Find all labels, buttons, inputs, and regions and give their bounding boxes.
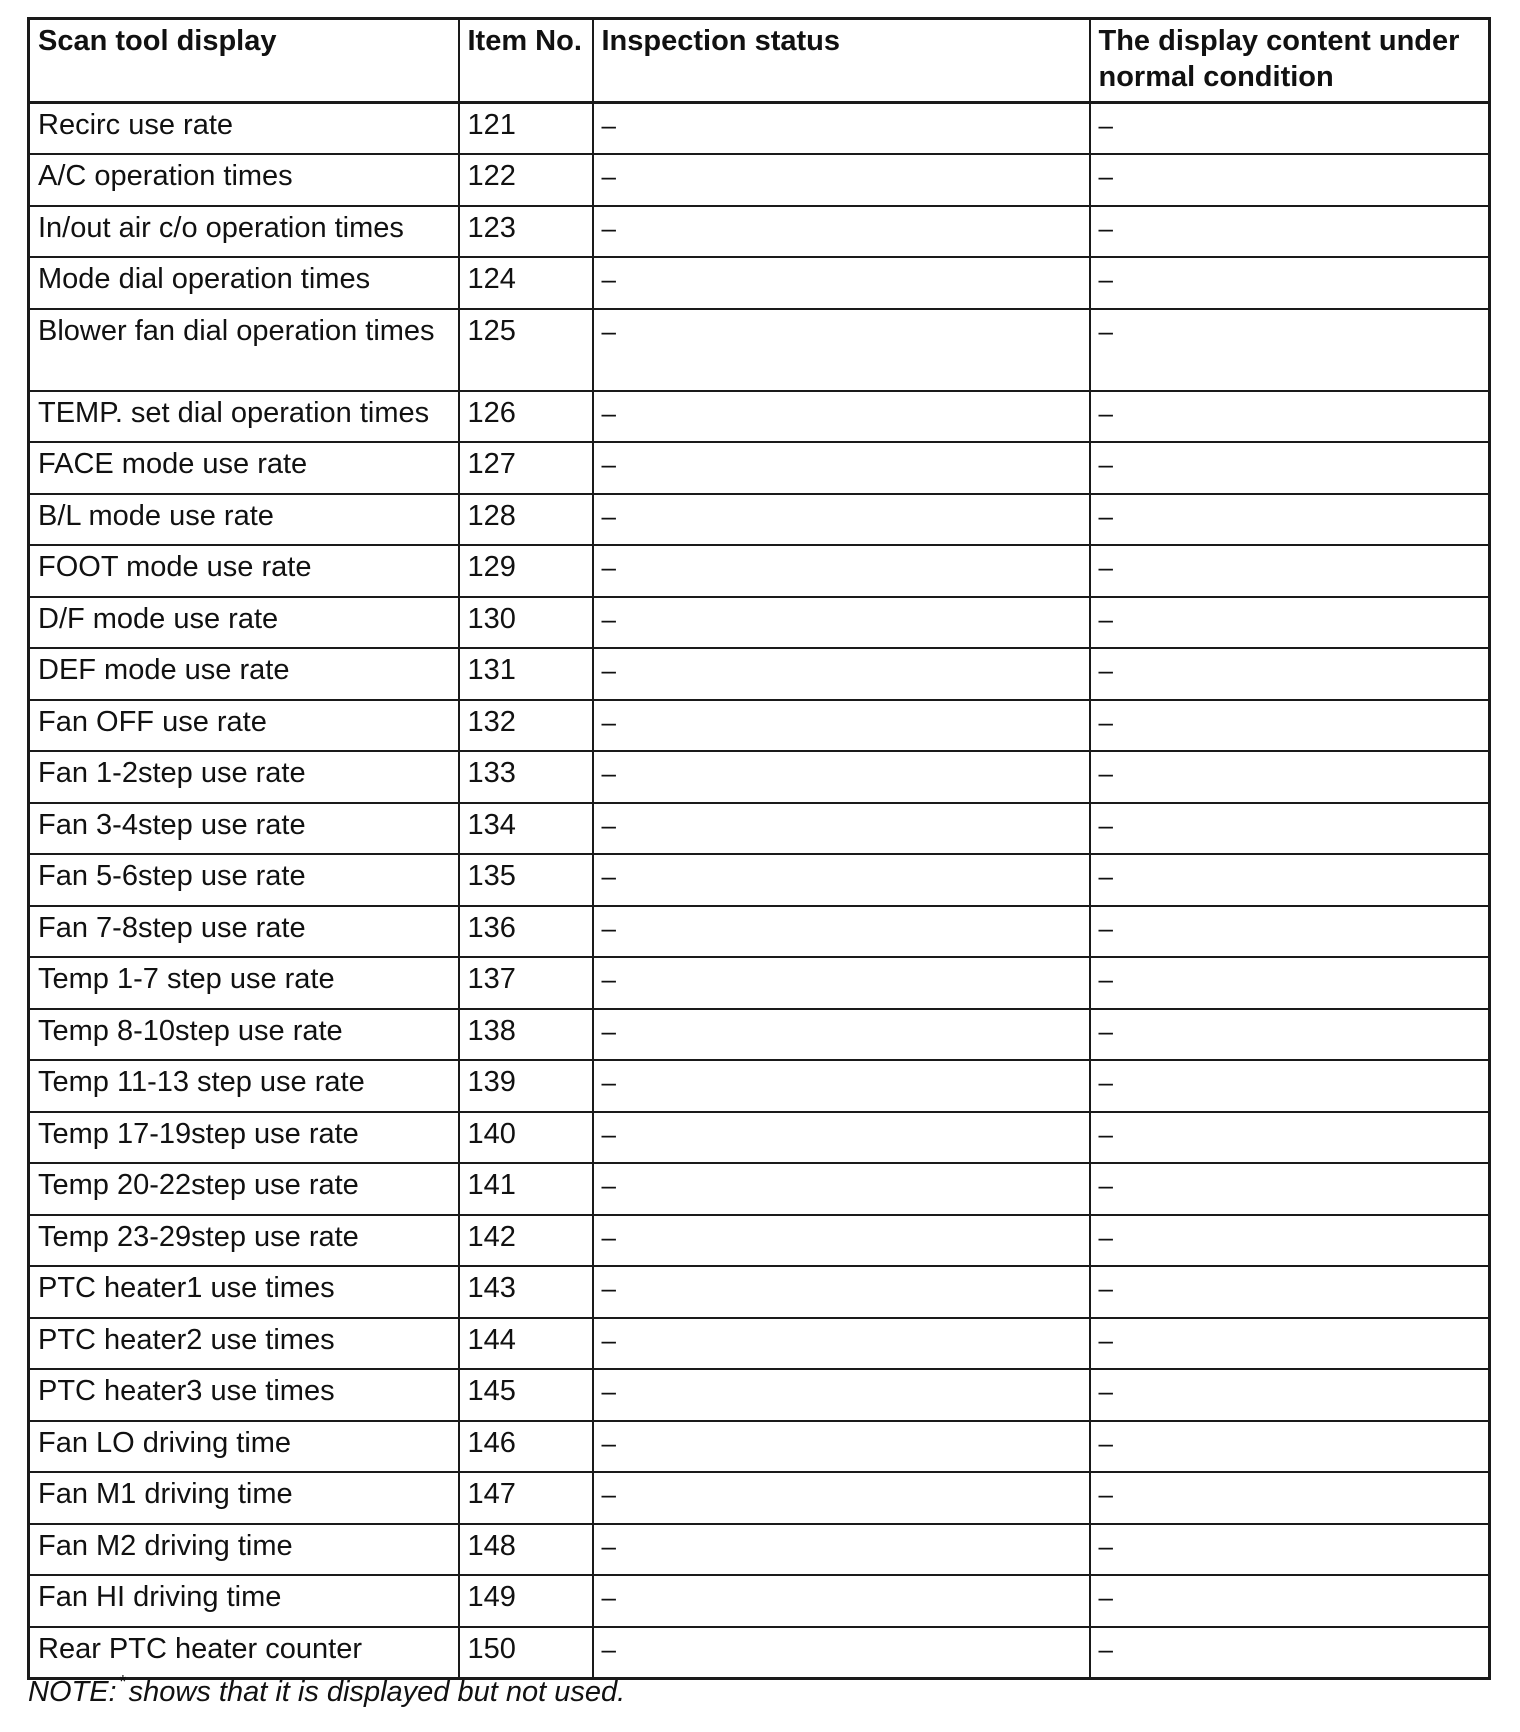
cell-normal-condition: –	[1090, 494, 1490, 546]
cell-item-no: 125	[459, 309, 593, 391]
table-row	[29, 1163, 1490, 1215]
cell-item-no: 127	[459, 442, 593, 494]
cell-normal-condition: –	[1090, 1472, 1490, 1524]
table-row	[29, 597, 1490, 649]
cell-inspection-status: –	[593, 206, 1090, 258]
cell-item-no: 130	[459, 597, 593, 649]
cell-scan-tool-display: DEF mode use rate	[29, 648, 459, 700]
cell-item-no: 128	[459, 494, 593, 546]
cell-normal-condition: –	[1090, 803, 1490, 855]
cell-scan-tool-display: D/F mode use rate	[29, 597, 459, 649]
table-row	[29, 700, 1490, 752]
table-row	[29, 957, 1490, 1009]
cell-normal-condition: –	[1090, 1421, 1490, 1473]
cell-scan-tool-display: Temp 20-22step use rate	[29, 1163, 459, 1215]
header-scan-tool-display: Scan tool display	[29, 19, 459, 103]
cell-normal-condition: –	[1090, 700, 1490, 752]
cell-item-no: 146	[459, 1421, 593, 1473]
cell-item-no: 135	[459, 854, 593, 906]
table-row	[29, 1575, 1490, 1627]
cell-normal-condition: –	[1090, 545, 1490, 597]
table-row	[29, 154, 1490, 206]
cell-normal-condition: –	[1090, 1575, 1490, 1627]
cell-scan-tool-display: Temp 23-29step use rate	[29, 1215, 459, 1267]
cell-inspection-status: –	[593, 906, 1090, 958]
table-row	[29, 545, 1490, 597]
cell-scan-tool-display: Temp 1-7 step use rate	[29, 957, 459, 1009]
cell-inspection-status: –	[593, 103, 1090, 155]
cell-normal-condition: –	[1090, 906, 1490, 958]
cell-scan-tool-display: Mode dial operation times	[29, 257, 459, 309]
cell-normal-condition: –	[1090, 103, 1490, 155]
note-prefix: NOTE:	[28, 1676, 117, 1708]
cell-item-no: 131	[459, 648, 593, 700]
cell-normal-condition: –	[1090, 648, 1490, 700]
cell-item-no: 133	[459, 751, 593, 803]
data-table-container	[27, 17, 1488, 1680]
cell-normal-condition: –	[1090, 391, 1490, 443]
cell-item-no: 143	[459, 1266, 593, 1318]
cell-inspection-status: –	[593, 1266, 1090, 1318]
cell-scan-tool-display: Rear PTC heater counter	[29, 1627, 459, 1679]
cell-scan-tool-display: Temp 8-10step use rate	[29, 1009, 459, 1061]
note-asterisk: *	[118, 1672, 126, 1692]
cell-item-no: 147	[459, 1472, 593, 1524]
cell-item-no: 126	[459, 391, 593, 443]
cell-scan-tool-display: Temp 11-13 step use rate	[29, 1060, 459, 1112]
cell-scan-tool-display: Temp 17-19step use rate	[29, 1112, 459, 1164]
cell-inspection-status: –	[593, 545, 1090, 597]
cell-inspection-status: –	[593, 1215, 1090, 1267]
cell-inspection-status: –	[593, 957, 1090, 1009]
table-row	[29, 1524, 1490, 1576]
cell-item-no: 142	[459, 1215, 593, 1267]
table-row	[29, 391, 1490, 443]
cell-scan-tool-display: Fan 1-2step use rate	[29, 751, 459, 803]
table-row	[29, 803, 1490, 855]
cell-item-no: 140	[459, 1112, 593, 1164]
table-row	[29, 1112, 1490, 1164]
cell-scan-tool-display: A/C operation times	[29, 154, 459, 206]
cell-item-no: 150	[459, 1627, 593, 1679]
cell-normal-condition: –	[1090, 1318, 1490, 1370]
cell-inspection-status: –	[593, 854, 1090, 906]
cell-inspection-status: –	[593, 154, 1090, 206]
cell-item-no: 134	[459, 803, 593, 855]
cell-normal-condition: –	[1090, 1524, 1490, 1576]
cell-inspection-status: –	[593, 700, 1090, 752]
header-item-no: Item No.	[459, 19, 593, 103]
header-normal-condition: The display content under normal condition	[1090, 19, 1490, 103]
cell-item-no: 138	[459, 1009, 593, 1061]
scan-tool-data-table	[27, 17, 1491, 1680]
table-row	[29, 1215, 1490, 1267]
note-text: shows that it is displayed but not used.	[128, 1676, 626, 1708]
table-row	[29, 1318, 1490, 1370]
cell-inspection-status: –	[593, 1421, 1090, 1473]
cell-normal-condition: –	[1090, 1163, 1490, 1215]
cell-item-no: 122	[459, 154, 593, 206]
cell-normal-condition: –	[1090, 854, 1490, 906]
cell-inspection-status: –	[593, 1627, 1090, 1679]
table-row	[29, 1060, 1490, 1112]
cell-item-no: 141	[459, 1163, 593, 1215]
cell-scan-tool-display: FOOT mode use rate	[29, 545, 459, 597]
cell-item-no: 121	[459, 103, 593, 155]
cell-normal-condition: –	[1090, 206, 1490, 258]
cell-item-no: 137	[459, 957, 593, 1009]
cell-scan-tool-display: Fan 7-8step use rate	[29, 906, 459, 958]
cell-scan-tool-display: In/out air c/o operation times	[29, 206, 459, 258]
cell-normal-condition: –	[1090, 309, 1490, 391]
cell-normal-condition: –	[1090, 1266, 1490, 1318]
cell-inspection-status: –	[593, 309, 1090, 391]
table-row	[29, 442, 1490, 494]
table-row	[29, 103, 1490, 155]
cell-inspection-status: –	[593, 1575, 1090, 1627]
cell-normal-condition: –	[1090, 597, 1490, 649]
table-row	[29, 648, 1490, 700]
cell-scan-tool-display: Blower fan dial operation times	[29, 309, 459, 391]
table-header-row	[29, 19, 1490, 103]
table-row	[29, 1009, 1490, 1061]
table-row	[29, 906, 1490, 958]
cell-inspection-status: –	[593, 391, 1090, 443]
cell-scan-tool-display: Fan M1 driving time	[29, 1472, 459, 1524]
cell-scan-tool-display: TEMP. set dial operation times	[29, 391, 459, 443]
cell-scan-tool-display: PTC heater2 use times	[29, 1318, 459, 1370]
cell-scan-tool-display: Fan LO driving time	[29, 1421, 459, 1473]
cell-scan-tool-display: Fan HI driving time	[29, 1575, 459, 1627]
cell-inspection-status: –	[593, 1524, 1090, 1576]
cell-scan-tool-display: Fan 3-4step use rate	[29, 803, 459, 855]
table-row	[29, 854, 1490, 906]
cell-inspection-status: –	[593, 1060, 1090, 1112]
cell-inspection-status: –	[593, 1112, 1090, 1164]
cell-normal-condition: –	[1090, 957, 1490, 1009]
table-row	[29, 1369, 1490, 1421]
header-inspection-status: Inspection status	[593, 19, 1090, 103]
cell-item-no: 145	[459, 1369, 593, 1421]
cell-normal-condition: –	[1090, 257, 1490, 309]
cell-inspection-status: –	[593, 803, 1090, 855]
cell-normal-condition: –	[1090, 1060, 1490, 1112]
cell-normal-condition: –	[1090, 1369, 1490, 1421]
cell-normal-condition: –	[1090, 1627, 1490, 1679]
cell-item-no: 148	[459, 1524, 593, 1576]
table-row	[29, 494, 1490, 546]
table-row	[29, 309, 1490, 391]
table-row	[29, 1266, 1490, 1318]
table-row	[29, 206, 1490, 258]
cell-inspection-status: –	[593, 257, 1090, 309]
cell-scan-tool-display: Recirc use rate	[29, 103, 459, 155]
cell-normal-condition: –	[1090, 751, 1490, 803]
cell-item-no: 124	[459, 257, 593, 309]
cell-item-no: 136	[459, 906, 593, 958]
cell-normal-condition: –	[1090, 1009, 1490, 1061]
cell-scan-tool-display: PTC heater3 use times	[29, 1369, 459, 1421]
cell-scan-tool-display: Fan OFF use rate	[29, 700, 459, 752]
cell-normal-condition: –	[1090, 1215, 1490, 1267]
cell-inspection-status: –	[593, 1369, 1090, 1421]
cell-normal-condition: –	[1090, 442, 1490, 494]
cell-scan-tool-display: Fan 5-6step use rate	[29, 854, 459, 906]
cell-item-no: 132	[459, 700, 593, 752]
cell-scan-tool-display: FACE mode use rate	[29, 442, 459, 494]
cell-inspection-status: –	[593, 751, 1090, 803]
cell-inspection-status: –	[593, 1472, 1090, 1524]
cell-normal-condition: –	[1090, 154, 1490, 206]
footnote	[28, 1672, 626, 1709]
cell-inspection-status: –	[593, 597, 1090, 649]
cell-scan-tool-display: PTC heater1 use times	[29, 1266, 459, 1318]
cell-normal-condition: –	[1090, 1112, 1490, 1164]
table-row	[29, 751, 1490, 803]
table-row	[29, 1472, 1490, 1524]
cell-item-no: 129	[459, 545, 593, 597]
cell-inspection-status: –	[593, 1009, 1090, 1061]
cell-inspection-status: –	[593, 648, 1090, 700]
cell-item-no: 139	[459, 1060, 593, 1112]
cell-inspection-status: –	[593, 442, 1090, 494]
cell-inspection-status: –	[593, 494, 1090, 546]
cell-inspection-status: –	[593, 1318, 1090, 1370]
table-row	[29, 1421, 1490, 1473]
cell-scan-tool-display: B/L mode use rate	[29, 494, 459, 546]
cell-item-no: 123	[459, 206, 593, 258]
cell-inspection-status: –	[593, 1163, 1090, 1215]
table-row	[29, 257, 1490, 309]
cell-item-no: 149	[459, 1575, 593, 1627]
cell-scan-tool-display: Fan M2 driving time	[29, 1524, 459, 1576]
cell-item-no: 144	[459, 1318, 593, 1370]
table-row	[29, 1627, 1490, 1679]
